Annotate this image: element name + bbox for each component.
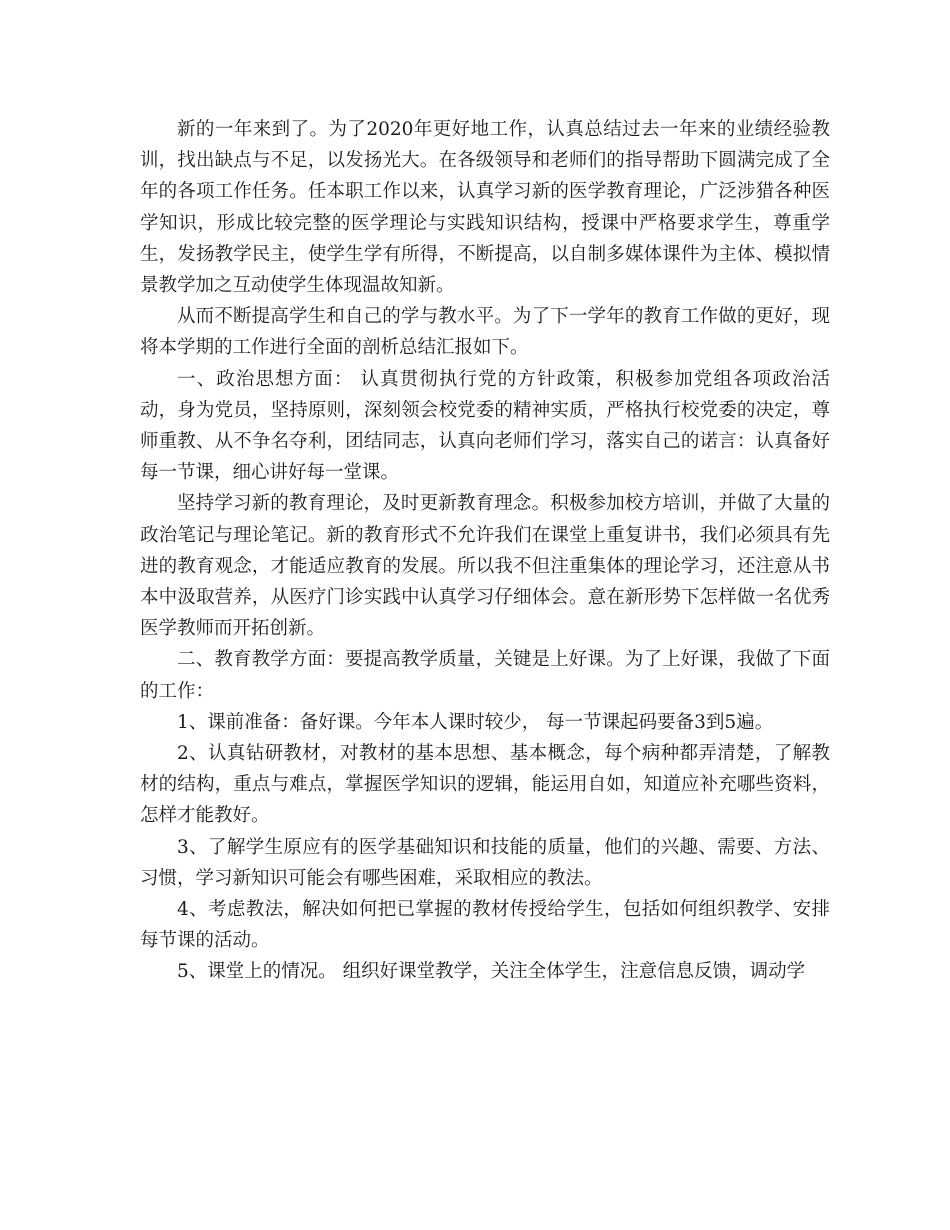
paragraph-item-1: 1、课前准备：备好课。今年本人课时较少， 每一节课起码要备3到5遍。 [177, 711, 774, 733]
paragraph-item-2: 2、认真钻研教材，对教材的基本思想、基本概念，每个病种都弄清楚，了解教材的结构，重点与难点，掌握医学知识的逻辑，能运用自如，知道应补充哪些资料，怎样才能教好。 [140, 743, 830, 827]
paragraph-study: 坚持学习新的教育理论，及时更新教育理念。积极参加校方培训，并做了大量的政治笔记与理论笔记。新的教育形式不允许我们在课堂上重复讲书，我们必须具有先进的教育观念，才能适应教育的发展。所以我不但注重集体的理论学习，还注意从书本中汲取营养，从医疗门诊实践中认真学习仔细体会。意在新形势下怎样做一名优秀医学教师而开拓创新。 [140, 493, 830, 640]
paragraph-summary: 从而不断提高学生和自己的学与教水平。为了下一学年的教育工作做的更好，现将本学期的工作进行全面的剖析总结汇报如下。 [140, 306, 830, 359]
document-body [140, 114, 830, 988]
paragraph-teaching: 二、教育教学方面：要提高教学质量，关键是上好课。为了上好课，我做了下面的工作： [140, 649, 830, 702]
paragraph-item-5: 5、课堂上的情况。 组织好课堂教学，关注全体学生，注意信息反馈，调动学 [177, 961, 806, 983]
paragraph-intro: 新的一年来到了。为了2020年更好地工作，认真总结过去一年来的业绩经验教训，找出缺点与不足，以发扬光大。在各级领导和老师们的指导帮助下圆满完成了全年的各项工作任务。任本职工作以来，认真学习新的医学教育理论，广泛涉猎各种医学知识，形成比较完整的医学理论与实践知识结构，授课中严格要求学生，尊重学生，发扬教学民主，使学生学有所得，不断提高，以自制多媒体课件为主体、模拟情景教学加之互动使学生体现温故知新。 [140, 119, 830, 297]
paragraph-item-4: 4、考虑教法，解决如何把已掌握的教材传授给学生，包括如何组织教学、安排每节课的活动。 [140, 899, 830, 952]
paragraph-item-3: 3、了解学生原应有的医学基础知识和技能的质量，他们的兴趣、需要、方法、习惯，学习新知识可能会有哪些困难，采取相应的教法。 [140, 836, 830, 889]
paragraph-political: 一、政治思想方面： 认真贯彻执行党的方针政策，积极参加党组各项政治活动，身为党员，坚持原则，深刻领会校党委的精神实质，严格执行校党委的决定，尊师重教、从不争名夺利，团结同志，认真向老师们学习，落实自己的诺言：认真备好每一节课，细心讲好每一堂课。 [140, 368, 830, 484]
